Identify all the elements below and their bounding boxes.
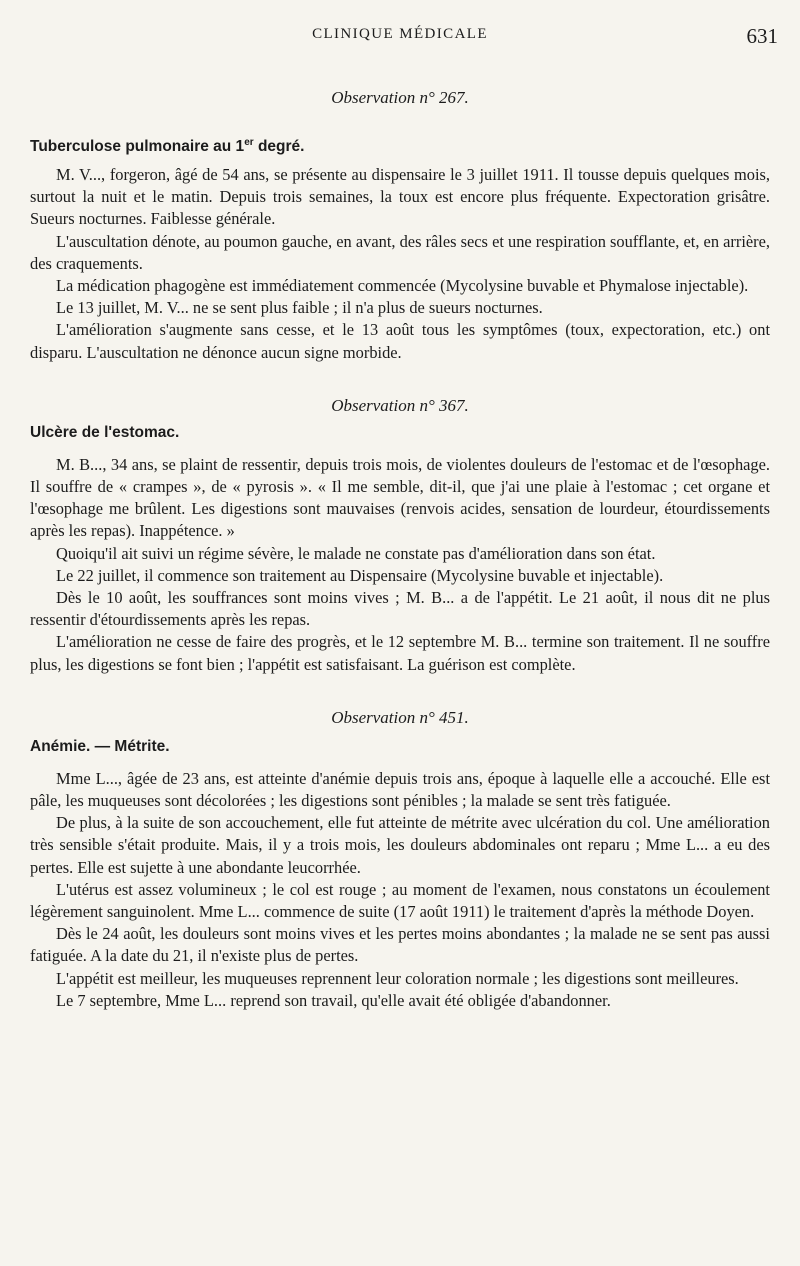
paragraph: L'appétit est meilleur, les muqueuses reprennent leur coloration normale ; les digestions sont meilleures. (56, 968, 739, 988)
paragraph: Le 7 septembre, Mme L... reprend son travail, qu'elle avait été obligée d'abandonner. (56, 990, 611, 1010)
page-number: 631 (746, 24, 778, 48)
paragraph: Quoiqu'il ait suivi un régime sévère, le malade ne constate pas d'amélioration dans son état. (56, 543, 656, 563)
section-title-tail: degré. (253, 138, 305, 156)
running-head (0, 24, 800, 48)
paragraph: Dès le 10 août, les souffrances sont moins vives ; M. B... a de l'appétit. Le 21 août, il nous dit ne plus ressentir d'étourdissements après les repas. (30, 588, 770, 630)
observation-267 (30, 86, 770, 364)
paragraph: Le 13 juillet, M. V... ne se sent plus faible ; il n'a plus de sueurs nocturnes. (56, 298, 543, 318)
section-title: Ulcère de l'estomac. (30, 423, 180, 441)
section-title: Anémie. — Métrite. (30, 737, 170, 755)
section-title-sup: er (244, 137, 254, 148)
paragraph: L'amélioration ne cesse de faire des progrès, et le 12 septembre M. B... termine son traitement. Il ne souffre plus, les digestions se font bien ; l'appétit est satisfaisant. La guérison est complète. (30, 632, 770, 674)
body-text (30, 86, 770, 1012)
paragraph: M. B..., 34 ans, se plaint de ressentir, depuis trois mois, de violentes douleurs de l'estomac et de l'œsophage. Il souffre de « crampes », de « pyrosis ». « Il me semble, dit-il, que j'ai une plaie à l'estomac ; cet organe et l'œsophage me brûlent. Les digestions sont mauvaises (renvois acides, sensation de lourdeur, étourdissements après les repas). Inappétence. » (30, 454, 770, 541)
section-title (30, 132, 770, 154)
section-title-text: Tuberculose pulmonaire au 1 (30, 138, 245, 156)
observation-heading: Observation n° 267. (331, 88, 469, 107)
paragraph: M. V..., forgeron, âgé de 54 ans, se présente au dispensaire le 3 juillet 1911. Il tousse depuis quelques mois, surtout la nuit et le matin. Depuis trois semaines, la toux est encore plus fréquente. Expectoration grisâtre. Sueurs nocturnes. Faiblesse générale. (30, 165, 770, 229)
paragraph: Dès le 24 août, les douleurs sont moins vives et les pertes moins abondantes ; la malade ne se sent pas aussi fatiguée. A la date du 21, il n'existe plus de pertes. (30, 924, 770, 966)
observation-367 (30, 394, 770, 676)
paragraph: La médication phagogène est immédiatement commencée (Mycolysine buvable et Phymalose injectable). (56, 276, 749, 296)
paragraph: De plus, à la suite de son accouchement, elle fut atteinte de métrite avec ulcération du col. Une amélioration très sensible s'était produite. Mais, il y a trois mois, les douleurs abdominales ont reparu ; Mme L... a eu des pertes. Elle est sujette à une abondante leucorrhée. (30, 813, 770, 877)
paragraph: L'utérus est assez volumineux ; le col est rouge ; au moment de l'examen, nous constatons un écoulement légèrement sanguinolent. Mme L... commence de suite (17 août 1911) le traitement d'après la méthode Doyen. (30, 879, 770, 922)
paragraph: Mme L..., âgée de 23 ans, est atteinte d'anémie depuis trois ans, époque à laquelle elle a accouché. Elle est pâle, les muqueuses sont décolorées ; les digestions sont pénibles ; la malade se sent très fatiguée. (30, 768, 770, 811)
paragraph: Le 22 juillet, il commence son traitement au Dispensaire (Mycolysine buvable et injectable). (56, 565, 664, 585)
paragraph: L'amélioration s'augmente sans cesse, et le 13 août tous les symptômes (toux, expectoration, etc.) ont disparu. L'auscultation ne dénonce aucun signe morbide. (30, 320, 770, 362)
observation-heading: Observation n° 451. (331, 707, 469, 727)
observation-heading: Observation n° 367. (331, 395, 469, 415)
running-title: CLINIQUE MÉDICALE (312, 26, 488, 42)
paragraph: L'auscultation dénote, au poumon gauche, en avant, des râles secs et une respiration soufflante, et, en arrière, des craquements. (30, 231, 770, 273)
observation-451 (30, 706, 770, 1012)
